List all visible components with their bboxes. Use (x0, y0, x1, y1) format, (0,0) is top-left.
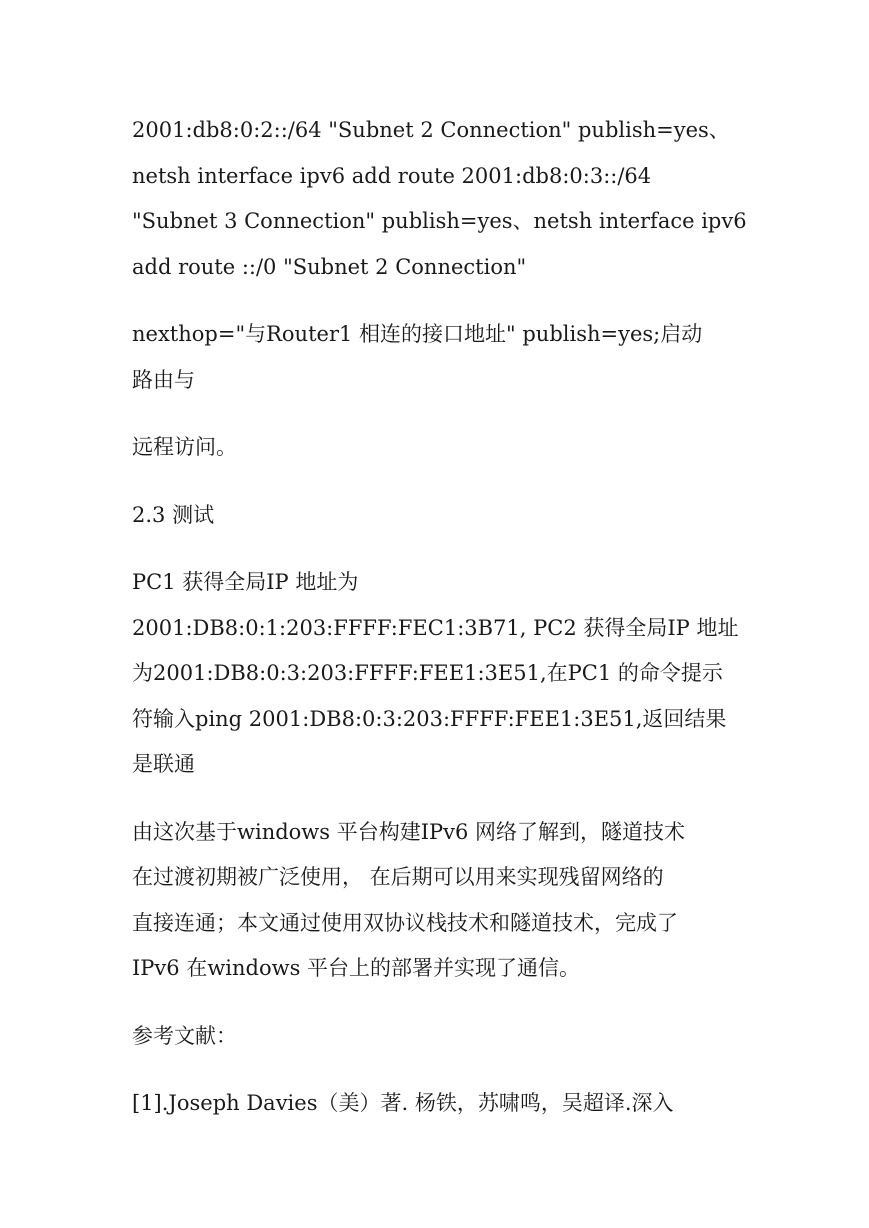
references-heading (132, 1014, 752, 1060)
text-line: [1].Joseph Davies（美）著. 杨铁，苏啸鸣，吴超译.深入 (132, 1091, 674, 1115)
text-line: netsh interface ipv6 add route 2001:db8:0:3::/64 (132, 163, 652, 188)
heading-text: 2.3 测试 (132, 502, 215, 527)
text-line: 符输入ping 2001:DB8:0:3:203:FFFF:FEE1:3E51,返回结果 (132, 706, 727, 731)
paragraph-nexthop (132, 312, 752, 403)
text-line: 路由与 (132, 367, 195, 392)
text-line: nexthop="与Router1 相连的接口地址" publish=yes;启动 (132, 322, 703, 346)
text-line: 远程访问。 (132, 435, 237, 459)
text-line: 由这次基于windows 平台构建IPv6 网络了解到，隧道技术 (132, 819, 686, 844)
section-heading (132, 493, 752, 539)
text-line: 2001:DB8:0:1:203:FFFF:FEC1:3B71, PC2 获得全局IP 地址 (132, 615, 739, 640)
heading-text: 参考文献： (132, 1023, 237, 1048)
reference-item (132, 1081, 752, 1127)
text-line: 直接连通；本文通过使用双协议栈技术和隧道技术，完成了 (132, 910, 678, 935)
text-line: 是联通 (132, 752, 195, 776)
paragraph-test-result (132, 560, 752, 788)
text-line: 为2001:DB8:0:3:203:FFFF:FEE1:3E51,在PC1 的命令提示 (132, 661, 723, 685)
text-line: 在过渡初期被广泛使用， 在后期可以用来实现残留网络的 (132, 865, 664, 889)
text-line: "Subnet 3 Connection" publish=yes、netsh interface ipv6 (132, 209, 747, 233)
paragraph-remote-access (132, 425, 752, 471)
text-line: 2001:db8:0:2::/64 "Subnet 2 Connection" publish=yes、 (132, 118, 730, 142)
text-line: add route ::/0 "Subnet 2 Connection" (132, 254, 527, 279)
paragraph-route-config (132, 108, 752, 290)
text-line: IPv6 在windows 平台上的部署并实现了通信。 (132, 956, 581, 980)
document-page (132, 108, 752, 1127)
text-line: PC1 获得全局IP 地址为 (132, 570, 359, 594)
paragraph-conclusion (132, 810, 752, 992)
